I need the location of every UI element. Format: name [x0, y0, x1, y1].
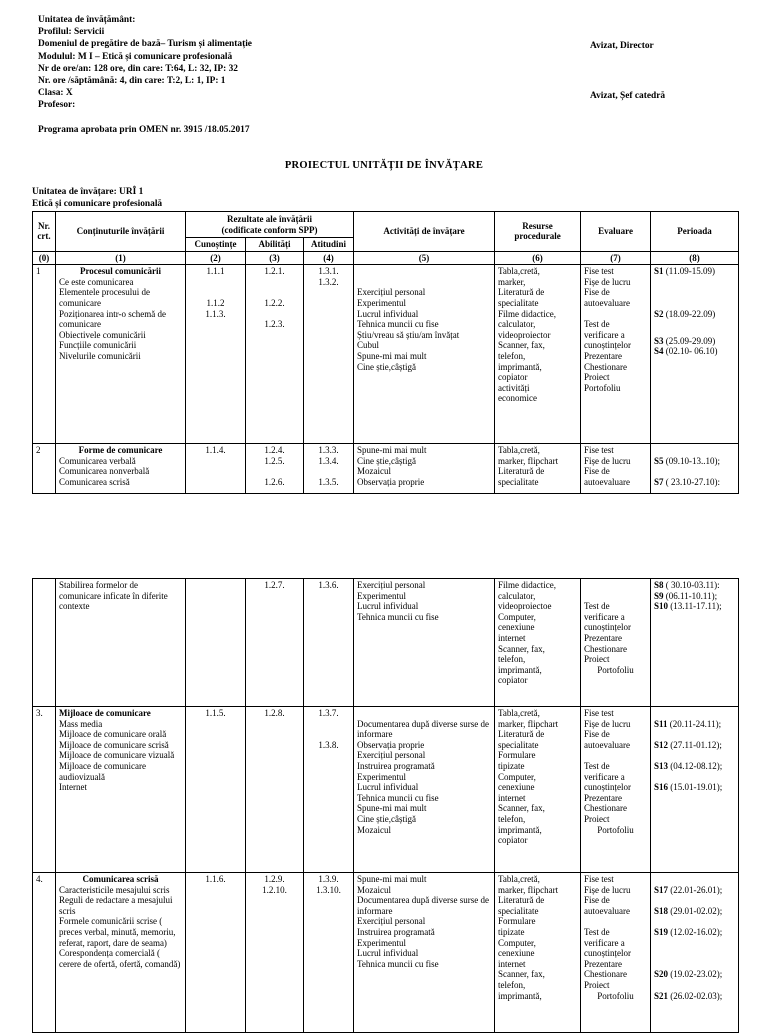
evaluation: Test de — [584, 926, 610, 937]
evaluation: Portofoliu — [597, 824, 634, 835]
period: S16 (15.01-19.01); — [654, 782, 723, 793]
cunostinte-codes — [186, 265, 246, 444]
content-item: Poziționarea intr-o schemă de comunicare — [59, 308, 167, 330]
atitudini-codes — [304, 707, 354, 873]
evaluation: Fise test — [584, 708, 614, 718]
header-line — [38, 112, 252, 124]
row-number: 1 — [33, 265, 56, 444]
perioada-list — [651, 444, 739, 494]
code: 1.3.5. — [318, 476, 339, 487]
resource: tipizate — [498, 926, 525, 937]
resource: Literatură de — [498, 729, 545, 740]
document-title: PROIECTUL UNITĂȚII DE ÎNVĂȚARE — [284, 160, 484, 171]
activity: Instruirea programată — [357, 926, 435, 937]
evaluation: autoevaluare — [584, 297, 631, 308]
evaluation: Chestionare — [584, 643, 627, 654]
content-item: Corespondența comercială ( cerere de ofertă, ofertă, comandă) — [59, 948, 181, 969]
resource: videoproiectoe — [498, 601, 552, 612]
period: S17 (22.01-26.01); — [654, 884, 723, 895]
activity: Tehnica muncii cu fise — [357, 319, 439, 330]
header-line: Domeniul de pregătire de bază– Turism și alimentație — [38, 39, 252, 50]
col-index: (7) — [581, 251, 651, 265]
evaluare-list — [581, 265, 651, 444]
activity: Exercițiul personal — [357, 916, 426, 927]
unit-label: Unitatea de învățare: URÎ 1 — [32, 187, 144, 197]
activitati-list — [354, 873, 495, 1033]
header-line: Programa aprobata prin OMEN nr. 3915 /18.05.2017 — [38, 124, 250, 135]
header-line: Nr de ore/an: 128 ore, din care: T:64, L: 32, IP: 32 — [38, 63, 238, 74]
col-index: (3) — [246, 251, 304, 265]
evaluation: Proiect — [584, 979, 610, 990]
content-item: Ce este comunicarea — [59, 276, 134, 287]
resource: economice — [498, 393, 538, 404]
content-item: Formele comunicării scrise ( preces verbal, minută, memoriu, referat, raport, dare de seama) — [59, 916, 176, 948]
evaluation: Proiect — [584, 654, 610, 665]
activity: Experimentul — [357, 297, 407, 308]
activity: Spune-mi mai mult — [357, 445, 427, 456]
period: S3 (25.09-29.09) — [654, 335, 716, 346]
code: 1.3.4. — [318, 455, 339, 466]
col-index: (1) — [56, 251, 186, 265]
resource: Scanner, fax, — [498, 803, 545, 814]
period: S13 (04.12-08.12); — [654, 760, 723, 771]
code: 1.2.8. — [264, 708, 285, 718]
code: 1.3.7. — [318, 708, 339, 718]
row-number: 4. — [33, 873, 56, 1033]
content-item: Mijloace de comunicare vizuală — [59, 750, 175, 761]
evaluation: Prezentare — [584, 632, 622, 643]
activity: Observația proprie — [357, 476, 425, 487]
table-row — [33, 444, 739, 494]
resource: internet — [498, 632, 526, 643]
resource: copiator — [498, 835, 528, 846]
unit-name: Etică și comunicare profesională — [32, 198, 163, 209]
evaluation: verificare a — [584, 771, 625, 782]
evaluation: cunoștințelor — [584, 340, 632, 351]
row-content — [56, 707, 186, 873]
code: 1.2.1. — [264, 266, 285, 277]
code: 1.3.6. — [318, 580, 339, 590]
resource: cenexiune — [498, 948, 535, 959]
content-item: Mass media — [59, 718, 103, 729]
evaluation: Fise de — [584, 466, 610, 477]
resurse-list — [495, 444, 581, 494]
period: S10 (13.11-17.11); — [654, 601, 722, 612]
evaluation: Prezentare — [584, 792, 622, 803]
resource: Filme didactice, — [498, 308, 557, 319]
col-header-continuturi: Conținuturile învățării — [56, 212, 186, 252]
perioada-list — [651, 579, 739, 707]
resource: videoproiector — [498, 329, 551, 340]
header-line: Modulul: M I – Etică și comunicare profesională — [38, 51, 233, 62]
resource: imprimantă, — [498, 990, 542, 1001]
resurse-list — [495, 707, 581, 873]
evaluation: Prezentare — [584, 958, 622, 969]
resource: cenexiune — [498, 782, 535, 793]
activity: Spune-mi mai mult — [357, 874, 427, 884]
row-number: 2 — [33, 444, 56, 494]
activity: Exercițiul personal — [357, 750, 426, 761]
evaluation: Chestionare — [584, 803, 627, 814]
evaluation: autoevaluare — [584, 739, 630, 750]
code: 1.1.1 — [206, 266, 225, 277]
abilitati-codes — [246, 265, 304, 444]
period: S8 ( 30.10-03.11): — [654, 580, 720, 590]
resource: copiator — [498, 372, 528, 383]
table-row — [33, 265, 739, 444]
evaluation: verificare a — [584, 611, 625, 622]
period: S18 (29.01-02.02); — [654, 905, 723, 916]
resource: activități — [498, 382, 530, 393]
activity: Cine știe,câștigă — [357, 361, 417, 372]
evaluation: Test de — [584, 601, 610, 612]
table-row — [33, 873, 739, 1033]
activity: Cubul — [357, 340, 380, 351]
evaluation: autoevaluare — [584, 905, 630, 916]
col-index: (8) — [651, 251, 739, 265]
col-header-evaluare: Evaluare — [581, 212, 651, 252]
evaluation: Portofoliu — [597, 664, 634, 675]
content-item: Comunicarea nonverbală — [59, 466, 150, 477]
activity: Tehnica muncii cu fise — [357, 611, 439, 622]
content-item: Nivelurile comunicării — [59, 350, 141, 361]
code: 1.3.8. — [318, 739, 339, 750]
resource: Scanner, fax, — [498, 643, 545, 654]
col-header-rezultate — [186, 212, 354, 238]
period: S12 (27.11-01.12); — [654, 739, 722, 750]
col-index: (4) — [304, 251, 354, 265]
row-content — [56, 265, 186, 444]
evaluation: Test de — [584, 760, 610, 771]
evaluation: cunoștințelor — [584, 622, 631, 633]
activity: Lucrul infividual — [357, 601, 419, 612]
evaluation: verificare a — [584, 937, 625, 948]
header-line: Unitatea de învățământ: — [38, 15, 136, 25]
col-header-nr: Nr. crt. — [33, 212, 56, 252]
perioada-list — [651, 707, 739, 873]
content-item: Mijloace de comunicare audiovizuală — [59, 760, 146, 782]
resource: Literatură de — [498, 895, 545, 906]
abilitati-codes — [246, 579, 304, 707]
code: 1.3.1. — [318, 266, 339, 277]
evaluation: autoevaluare — [584, 476, 631, 487]
period: S9 (06.11-10.11); — [654, 590, 718, 601]
activity: Experimentul — [357, 590, 406, 601]
evaluation: Fise de — [584, 729, 610, 740]
evaluation: Proiect — [584, 372, 610, 383]
resurse-list — [495, 579, 581, 707]
evaluation: Chestionare — [584, 969, 627, 980]
approval-director: Avizat, Director — [590, 41, 654, 51]
activity: Cine știe,câștigă — [357, 455, 417, 466]
code: 1.2.9. — [264, 874, 285, 884]
period: S19 (12.02-16.02); — [654, 926, 723, 937]
activity: Documentarea după diverse surse de informare — [357, 718, 489, 740]
period: S11 (20.11-24.11); — [654, 718, 722, 729]
plan-table — [32, 211, 739, 494]
resource: Filme didactice, — [498, 580, 556, 590]
resource: Scanner, fax, — [498, 969, 545, 980]
code: 1.2.5. — [264, 455, 285, 466]
code: 1.2.6. — [264, 476, 285, 487]
col-header-cunostinte: Cunoștințe — [186, 238, 246, 252]
document-page-2 — [0, 578, 768, 1024]
atitudini-codes — [304, 444, 354, 494]
atitudini-codes — [304, 579, 354, 707]
abilitati-codes — [246, 707, 304, 873]
content-item: Mijloace de comunicare orală — [59, 729, 167, 740]
code: 1.1.5. — [205, 708, 226, 718]
cunostinte-codes — [186, 873, 246, 1033]
evaluation: cunoștințelor — [584, 782, 631, 793]
resurse-list — [495, 265, 581, 444]
activity: Instruirea programată — [357, 760, 435, 771]
resource: telefon, — [498, 813, 526, 824]
cunostinte-codes — [186, 707, 246, 873]
col-index: (5) — [354, 251, 495, 265]
row-content — [56, 579, 186, 707]
activity: Mozaicul — [357, 466, 392, 477]
resource: marker, flipchart — [498, 884, 559, 895]
code: 1.3.9. — [318, 874, 339, 884]
evaluare-list — [581, 707, 651, 873]
resource: Literatură de — [498, 287, 545, 298]
activity: Lucrul infividual — [357, 782, 419, 793]
code: 1.2.7. — [264, 580, 285, 590]
resource: Computer, — [498, 611, 536, 622]
evaluation: Fise test — [584, 874, 614, 884]
resource: calculator, — [498, 319, 536, 330]
evaluation: Fișe de lucru — [584, 884, 631, 895]
resource: cenexiune — [498, 622, 535, 633]
evaluation: Prezentare — [584, 350, 623, 361]
resource: imprimantă, — [498, 361, 542, 372]
activity: Lucrul infividual — [357, 948, 419, 959]
resurse-list — [495, 873, 581, 1033]
header-line: Profilul: Servicii — [38, 27, 105, 38]
activity: Cine știe,câștigă — [357, 813, 416, 824]
resource: Formulare — [498, 916, 536, 927]
evaluation: Fișe de lucru — [584, 276, 631, 287]
col-header-resurse: Resurse procedurale — [495, 212, 581, 252]
perioada-list — [651, 265, 739, 444]
activity: Observația proprie — [357, 739, 425, 750]
content-item: Mijloace de comunicare scrisă — [59, 739, 169, 750]
content-item: Stabilirea formelor de comunicare inficate în diferite contexte — [59, 580, 168, 612]
code: 1.1.3. — [205, 308, 226, 319]
resource: Literatură de — [498, 466, 545, 477]
row-number: 3. — [33, 707, 56, 873]
resource: marker, flipchart — [498, 718, 559, 729]
content-item: Internet — [59, 782, 87, 793]
activity: Exercițiul personal — [357, 287, 426, 298]
resource: telefon, — [498, 350, 526, 361]
resource: Tabla,cretă, — [498, 708, 540, 718]
rezultate-sub: (codificate conform SPP) — [221, 224, 318, 235]
unit-heading — [32, 187, 162, 210]
resource: Tabla,cretă, — [498, 874, 540, 884]
abilitati-codes — [246, 873, 304, 1033]
resource: Computer, — [498, 937, 536, 948]
evaluation: Fise de — [584, 287, 610, 298]
activity: Experimentul — [357, 771, 406, 782]
evaluation: Test de — [584, 319, 610, 330]
resource: Scanner, fax, — [498, 340, 545, 351]
evaluation: Fișe de lucru — [584, 718, 631, 729]
resource: copiator — [498, 675, 528, 686]
evaluation: cunoștințelor — [584, 948, 631, 959]
rezultate-label: Rezultate ale învățării — [227, 213, 312, 224]
resource: Tabla,cretă, — [498, 266, 540, 277]
abilitati-codes — [246, 444, 304, 494]
activitati-list — [354, 579, 495, 707]
code: 1.2.2. — [264, 297, 285, 308]
atitudini-codes — [304, 265, 354, 444]
resource: telefon, — [498, 979, 526, 990]
evaluation: verificare a — [584, 329, 625, 340]
evaluare-list — [581, 873, 651, 1033]
code: 1.1.4. — [205, 445, 226, 456]
period: S1 (11.09-15.09) — [654, 266, 715, 277]
activity: Documentarea după diverse surse de informare — [357, 895, 489, 916]
perioada-list — [651, 873, 739, 1033]
header-line: Nr. ore /săptămână: 4, din care: T:2, L: 1, IP: 1 — [38, 76, 226, 87]
period: S20 (19.02-23.02); — [654, 969, 723, 980]
table-row — [33, 707, 739, 873]
activitati-list — [354, 265, 495, 444]
period: S7 ( 23.10-27.10): — [654, 476, 721, 487]
resource: Computer, — [498, 771, 536, 782]
activity: Mozaicul — [357, 884, 391, 895]
resource: marker, — [498, 276, 526, 287]
activity: Mozaicul — [357, 824, 391, 835]
resource: specialitate — [498, 905, 539, 916]
code: 1.3.2. — [318, 276, 339, 287]
header-line: Clasa: X — [38, 88, 73, 99]
activity: Tehnica muncii cu fise — [357, 958, 439, 969]
resource: tipizate — [498, 760, 525, 771]
code: 1.3.3. — [318, 445, 339, 456]
evaluation: Fișe de lucru — [584, 455, 631, 466]
col-header-activitati: Activități de învățare — [354, 212, 495, 252]
row-title: Procesul comunicării — [79, 266, 162, 277]
period: S21 (26.02-02.03); — [654, 990, 723, 1001]
code: 1.1.6. — [205, 874, 226, 884]
approval-sef-catedra: Avizat, Șef catedră — [590, 91, 666, 101]
content-item: Obiectivele comunicării — [59, 329, 146, 340]
evaluation: Portofoliu — [584, 382, 621, 393]
resource: internet — [498, 958, 526, 969]
resource: imprimantă, — [498, 664, 542, 675]
code: 1.3.10. — [316, 884, 341, 895]
evaluation: Portofoliu — [597, 990, 634, 1001]
resource: calculator, — [498, 590, 536, 601]
activity: Exercițiul personal — [357, 580, 426, 590]
col-index: (6) — [495, 251, 581, 265]
activitati-list — [354, 707, 495, 873]
resource: imprimantă, — [498, 824, 542, 835]
evaluation: Fise test — [584, 445, 614, 456]
evaluation: Fise test — [584, 266, 614, 277]
evaluare-list — [581, 444, 651, 494]
plan-table-continued — [32, 578, 739, 1033]
period: S2 (18.09-22.09) — [654, 308, 716, 319]
activity: Lucrul infividual — [357, 308, 419, 319]
resource: telefon, — [498, 654, 526, 665]
content-item: Comunicarea scrisă — [59, 476, 130, 487]
col-index: (2) — [186, 251, 246, 265]
content-item: Comunicarea verbală — [59, 455, 136, 466]
cunostinte-codes — [186, 444, 246, 494]
activity: Știu/vreau să știu/am învățat — [357, 329, 460, 340]
row-title: Comunicarea scrisă — [82, 874, 159, 884]
period: S5 (09.10-13..10); — [654, 455, 721, 466]
table-row — [33, 579, 739, 707]
code: 1.2.10. — [262, 884, 287, 895]
header-line: Profesor: — [38, 100, 76, 111]
resource: Formulare — [498, 750, 536, 761]
evaluation: Chestionare — [584, 361, 628, 372]
resource: internet — [498, 792, 526, 803]
resource: marker, flipchart — [498, 455, 559, 466]
period: S4 (02.10- 06.10) — [654, 346, 718, 357]
col-index: (0) — [33, 251, 56, 265]
evaluation: Fise de — [584, 895, 610, 906]
row-content — [56, 873, 186, 1033]
activitati-list — [354, 444, 495, 494]
resource: specialitate — [498, 297, 539, 308]
code: 1.2.4. — [264, 445, 285, 456]
row-content — [56, 444, 186, 494]
content-item: Caracteristicile mesajului scris — [59, 884, 170, 895]
row-title: Mijloace de comunicare — [59, 708, 151, 718]
content-item: Funcțiile comunicării — [59, 340, 137, 351]
activity: Experimentul — [357, 937, 406, 948]
col-header-atitudini: Atitudini — [304, 238, 354, 252]
content-item: Elementele procesului de comunicare — [59, 287, 150, 308]
evaluare-list — [581, 579, 651, 707]
document-header — [38, 14, 252, 136]
code: 1.1.2 — [206, 297, 225, 308]
code: 1.2.3. — [264, 319, 285, 330]
content-item: Reguli de redactare a mesajului scris — [59, 895, 173, 916]
row-title: Forme de comunicare — [78, 445, 163, 456]
col-header-perioada: Perioada — [651, 212, 739, 252]
activity: Spune-mi mai mult — [357, 803, 427, 814]
activity: Spune-mi mai mult — [357, 350, 427, 361]
resource: specialitate — [498, 476, 539, 487]
resource: Tabla,cretă, — [498, 445, 540, 456]
activity: Tehnica muncii cu fise — [357, 792, 439, 803]
evaluation: Proiect — [584, 813, 610, 824]
col-header-abilitati: Abilități — [246, 238, 304, 252]
resource: specialitate — [498, 739, 539, 750]
atitudini-codes — [304, 873, 354, 1033]
